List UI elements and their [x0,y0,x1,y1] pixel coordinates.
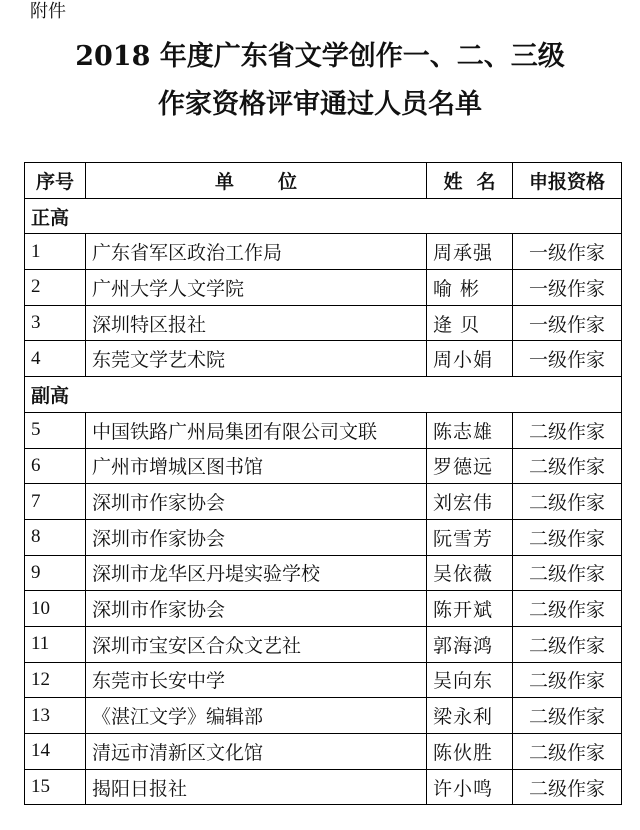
table-row [25,519,622,555]
row-serial: 12 [25,662,86,698]
row-serial: 1 [25,234,86,270]
section-label: 副高 [25,377,622,413]
row-unit: 深圳市作家协会 [86,484,427,520]
table-row [25,626,622,662]
row-level: 二级作家 [513,484,622,520]
header-level: 申报资格 [513,163,622,199]
row-level: 一级作家 [513,305,622,341]
row-serial: 10 [25,591,86,627]
row-level: 二级作家 [513,698,622,734]
table-row [25,591,622,627]
row-name: 周小娟 [427,341,513,377]
row-name: 喻 彬 [427,270,513,306]
section-row [25,377,622,413]
section-row [25,198,622,234]
row-name: 陈开斌 [427,591,513,627]
row-serial: 9 [25,555,86,591]
table-row [25,662,622,698]
row-level: 二级作家 [513,662,622,698]
row-name: 罗德远 [427,448,513,484]
row-serial: 3 [25,305,86,341]
row-level: 二级作家 [513,448,622,484]
row-unit: 揭阳日报社 [86,769,427,805]
row-unit: 深圳市宝安区合众文艺社 [86,626,427,662]
row-name: 周承强 [427,234,513,270]
row-unit: 广东省军区政治工作局 [86,234,427,270]
table-body [25,198,622,805]
row-level: 一级作家 [513,341,622,377]
row-name: 刘宏伟 [427,484,513,520]
row-serial: 11 [25,626,86,662]
table-row [25,270,622,306]
table-row [25,234,622,270]
row-serial: 4 [25,341,86,377]
row-unit: 《湛江文学》编辑部 [86,698,427,734]
header-name: 姓名 [427,163,513,199]
table-row [25,448,622,484]
row-unit: 深圳市龙华区丹堤实验学校 [86,555,427,591]
row-unit: 深圳市作家协会 [86,519,427,555]
section-label: 正高 [25,198,622,234]
row-name: 郭海鸿 [427,626,513,662]
row-serial: 14 [25,734,86,770]
table-row [25,698,622,734]
row-unit: 清远市清新区文化馆 [86,734,427,770]
row-level: 二级作家 [513,734,622,770]
row-level: 一级作家 [513,234,622,270]
row-name: 陈伙胜 [427,734,513,770]
row-unit: 东莞市长安中学 [86,662,427,698]
row-name: 梁永利 [427,698,513,734]
row-level: 二级作家 [513,626,622,662]
row-level: 二级作家 [513,591,622,627]
table-row [25,555,622,591]
header-unit: 单位 [86,163,427,199]
row-level: 二级作家 [513,769,622,805]
row-unit: 广州大学人文学院 [86,270,427,306]
row-level: 二级作家 [513,555,622,591]
header-serial: 序号 [25,163,86,199]
row-unit: 深圳特区报社 [86,305,427,341]
row-serial: 5 [25,412,86,448]
row-serial: 7 [25,484,86,520]
row-name: 许小鸣 [427,769,513,805]
document-title-line-2: 作家资格评审通过人员名单 [158,89,482,120]
row-unit: 广州市增城区图书馆 [86,448,427,484]
table-row [25,734,622,770]
row-serial: 6 [25,448,86,484]
row-unit: 东莞文学艺术院 [86,341,427,377]
row-serial: 15 [25,769,86,805]
row-name: 陈志雄 [427,412,513,448]
row-unit: 中国铁路广州局集团有限公司文联 [86,412,427,448]
table-row [25,412,622,448]
row-level: 二级作家 [513,519,622,555]
personnel-table [24,162,622,805]
attachment-label: 附件 [30,1,66,22]
row-name: 吴依薇 [427,555,513,591]
row-serial: 2 [25,270,86,306]
row-name: 吴向东 [427,662,513,698]
table-header-row [25,163,622,199]
row-serial: 13 [25,698,86,734]
table-row [25,769,622,805]
table-row [25,305,622,341]
row-name: 阮雪芳 [427,519,513,555]
row-serial: 8 [25,519,86,555]
row-name: 逄 贝 [427,305,513,341]
row-level: 二级作家 [513,412,622,448]
document-title-line-1: 2018 年度广东省文学创作一、二、三级 [75,41,565,72]
table-row [25,341,622,377]
table-row [25,484,622,520]
row-unit: 深圳市作家协会 [86,591,427,627]
row-level: 一级作家 [513,270,622,306]
